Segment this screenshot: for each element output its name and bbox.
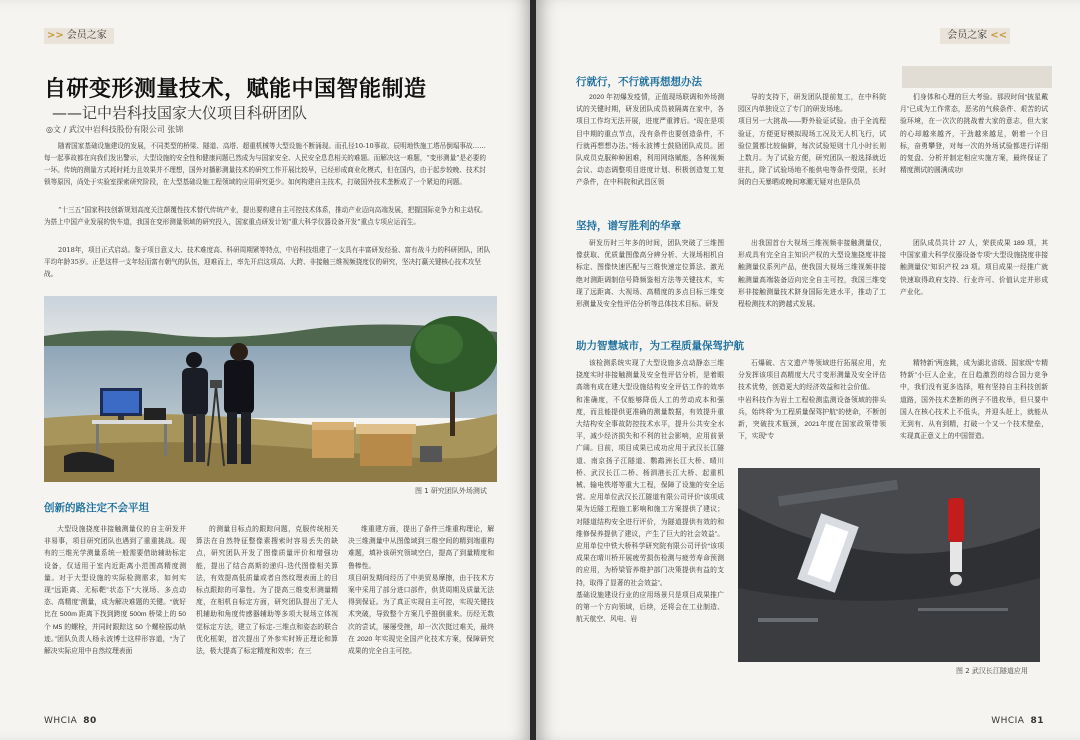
body-column: 们身体和心理的巨大考验。那段时间“披星戴月”已成为工作常态，恶劣的气候条件、艰苦的试验环境，在一次次的挑战着大家的意志，但大家的心却越来越齐，干劲越来越足，朝着一个目标，奋勇攀登，对每一次的外场试验都进行详细的复盘、分析并制定相应实施方案，最终保证了精度测试的圆满成功! <box>900 94 1048 175</box>
section-heading: 坚持，谱写胜利的华章 <box>576 220 681 232</box>
page-footer <box>991 716 1044 726</box>
page-number: 80 <box>83 716 97 726</box>
body-column: 导的支持下，研发团队提前复工，在中科院园区内单独设立了专门的研发场地。 项目另一大挑战——野外验证试验。由于全流程验证，方便更好模拟现场工况及无人机飞行，试验位置都比较偏僻，每次试验短则十几小时长则上数月。为了试验方便，研究团队一般选择就近驻扎，除了试验场地不能供电等条件受限，长时间的白天暴晒或晚间寒潮无疑对也是队员 <box>738 94 886 187</box>
footer-brand: WHCIA <box>991 716 1025 726</box>
body-column: 团队成员共计 27 人，荣获成果 189 项，其中国家重大科学仪器设备专项“大型设施挠度非接触测量仪”知识产权 23 项。项目成果一经推广就快速取得政府支持、行业许可、价值认定并形成产业化。 <box>900 240 1048 296</box>
section-heading: 助力智慧城市，为工程质量保驾护航 <box>576 340 744 352</box>
page-footer <box>44 716 97 726</box>
body-column: 研发历时三年多的时间，团队突破了三维图像获取、优质量图像高分辨分析、大视场相机自标定、图像快速匹配与三维快速定位算法、激光绝对测距调制信号降频鉴相方法等关键技术，实现了远距离、大视场、高精度的多点目标三维变形测量及安全性评估分析等总体技术目标。研发 <box>576 240 724 309</box>
intro-paragraph: 随着国家基础设施建设的发展，不同类型的桥梁、隧道、高塔、超重机械等大型设施不断涌现。而孔径10-10事故、辰明地铁施工塔吊倒塌事故……每一起事故都在向我们发出警示，大型设施的安全性和健康问题已然成为与国家安全、人民安全息息相关的难题。而解决这一难题，“变形测量”是必要的一环。传统的测量方式耗时耗力且效果并不理想，国外对播影测量技术的研究工作开展比较早，已经形成商业化模式，但在国内，由于起步较晚、技术封锁等原因，尚处于实验室探索研究阶段，在大型基础设施工程领域的应用研究更少。如何构建自主技术，打破国外技术垄断成了一个紧迫的问题。 <box>44 142 486 186</box>
body-column: 2020 年初爆发疫情，正值现场联调和外场测试的关键时期，研发团队成员被隔离在家中，各项目工作均无法开展，进度严重滞后。“现在是项目中期的重点节点，没有条件也要创造条件，不行就再想想办法。”杨永波博士鼓励团队成员。团队成员克服种种困难，利用网络赋能，各种视频会议、动态调整项目进度计划、积极创造复工复产条件，在中科院和武昌区领 <box>576 94 724 187</box>
article-subtitle: ——记中岩科技国家大仪项目科研团队 <box>52 104 308 122</box>
page-number: 81 <box>1030 716 1044 726</box>
section-heading: 创新的路注定不会平坦 <box>44 502 149 514</box>
body-column: 精特新”两连跳，成为湖北省级、国家级“专精特新”小巨人企业，在日趋激烈的综合国力竞争中，我们没有更多选择，唯有坚持自主科技创新道路，国外技术垄断的例子不胜枚举，但只要中国人在核心技术上不低头，并迎头赶上，就能从无到有、从有到精，打破一个又一个技术壁垒，实现真正意义上的中国智造。 <box>900 360 1048 441</box>
section-tag <box>44 28 107 44</box>
body-column: 维重建方面，提出了条件三维重构理论，解决三维测量中从图像域到三维空间的精到端重构难题，填补该研究领域空白，提高了到量精度和鲁棒性。 项目研发期间经历了中美贸易摩擦，由于技术方案中采用了部分进口部件，供货周期及质量无法得到保证。为了真正实现自主可控，实现关键技术突破，导致整个方案几乎推倒重来。历经无数次的尝试，屡屡受挫，却一次次挺过难关，最终在 2020 年实现完全国产化技术方案，保障研究成果的完全自主可控。 <box>348 526 494 656</box>
right-page <box>536 0 1080 740</box>
footer-brand: WHCIA <box>44 716 78 726</box>
section-label: 会员之家 <box>66 30 107 41</box>
body-column: 该检测系统实现了大型设施多点动静态三维挠度实时非接触测量及安全性评估分析，是着眼高端有成在建大型设施结构安全评估工作的效率和准确度，不仅能够降低人工的劳动成本和强度，而且能提供更准确的测量数据，有效提升重大结构安全事故防控技术水平，提升公共安全水平，减少经济损失和不利的社会影响，应用前景广阔。目前，项目成果已成功应用于武汉长江隧道、南京扬子江隧道、鹦鹉洲长江大桥、晴川桥、武汉长江二桥、杨泗港长江大桥、起重机械、输电铁塔等重大工程，保障了设施的安全运营。应用单位武汉长江隧道有限公司评价“该项成果为近隧工程施工影响和施工方案提供了建议；对隧道结构安全进行评价，为隧道提供有效的和维修保养提供了建议，产生了巨大的社会效益”。应用单位中铁大桥科学研究院有限公司评价“该项成果在晴川桥开展疲劳损伤检测与疲劳寿命预测的应用，为桥梁管养维护部门决策提供有益的支持，取得了显著的社会效益”。 基础设施建设行业的应用场景只是项目成果推广的第一个方向领域，后续，还将会在工业制造、航天航空、风电、岩 <box>576 360 724 624</box>
section-label: 会员之家 <box>947 30 988 41</box>
intro-paragraph: “十三五”国家科技创新规划高度关注颠覆性技术替代传统产业，提出要构建自主可控技术体系，推动产业迈向高端发展，把握国际竞争力和主动权。为搭上中国产业发展的快车道，我国在变形测量领域的研究投入，国家重点研发计划“重大科学仪器设备开发”重点专项应运而生。 <box>44 206 487 226</box>
body-column: 大型设施挠度非接触测量仪的自主研发并非易事，项目研究团队也遇到了重重挑战。现有的三维光学测量系统一般需要借助辅助标定设备，仅适用于室内近距离小范围高精度测量。对于大型设施的实际检测需求，如何实现“远距离、无标靶”状态下“大视场、多点动态、高精度”测量，成为解决难题的关键。“就好比在 500m 距离下找到跨度 500m 桥梁上的 50 个 M5 的螺栓，并同时跟踪这 50 个螺栓振动轨迹。”团队负责人杨永波博士这样形容道，“为了解决实际应用中自然纹理表面 <box>44 526 186 656</box>
double-chevron-right-icon: >> <box>47 30 64 41</box>
section-tag <box>947 28 1010 44</box>
body-column: 出我国首台大视场三维视频非接触测量仪，形成具有完全自主知识产权的大型设施挠度非接触测量仪系列产品，使我国大视场三维视频非接触测量高端装备迈向完全自主可控，我国三维变形非接触测量技术跻身国际先进水平，推动了工程检测技术的跨越式发展。 <box>738 240 886 309</box>
intro-paragraph: 2018年，项目正式启动。鉴于项目意义大、技术难度高、科研周期紧等特点，中岩科技组建了一支具有丰富研发经验、富有战斗力的科研团队，团队平均年龄35岁。正是这样一支年轻而富有朝气的队伍，迎难而上，率先开启这项高、大跨、非接触三维视频挠度仪的研究，坚决打赢关键核心技术攻坚战。 <box>44 246 491 278</box>
article-author: ◎文 / 武汉中岩科技股份有限公司 张锦 <box>46 125 184 134</box>
figure-1-caption: 图 1 研究团队外场测试 <box>415 487 487 495</box>
decorative-banner <box>902 66 1052 88</box>
body-column: 石爆破、古文遗产等领域进行拓展应用，充分发挥该项目高精度大尺寸变形测量及安全评估技术优势，创造更大的经济效益和社会价值。 中岩科技作为岩土工程检测监测设备领域的排头兵，始终将“为工程质量保驾护航”的使命，不断创新，突破技术瓶颈，2021年度在国家政策带领下，实现“专 <box>738 360 886 441</box>
article-title: 自研变形测量技术，赋能中国智能制造 <box>44 77 427 102</box>
figure-1-photo <box>44 296 497 482</box>
body-column: 的测量目标点的跟踪问题，克服传统相关算法在自然特征整像素搜索时容易丢失的缺点，研究团队开发了图像质量评价和增强功能，提出了结合高斯的递归-迭代图像相关算法，有效提高低质量或者自然纹理表面上的目标点跟踪的可靠性。为了提高三维变形测量精度，在相机自标定方面，研究团队提出了无人机辅助和角度传感器辅助等多项大视场立体视觉标定方法，建立了标定-三维点和姿态的联合优化框架，首次提出了外参实时矫正理论和算法，极大提高了标定精度和效率；在三 <box>196 526 338 656</box>
figure-2-caption: 图 2 武汉长江隧道应用 <box>956 667 1028 675</box>
double-chevron-left-icon: << <box>990 30 1007 41</box>
section-heading: 行就行，不行就再想想办法 <box>576 76 702 88</box>
figure-2-photo <box>738 468 1040 662</box>
left-page <box>0 0 532 740</box>
